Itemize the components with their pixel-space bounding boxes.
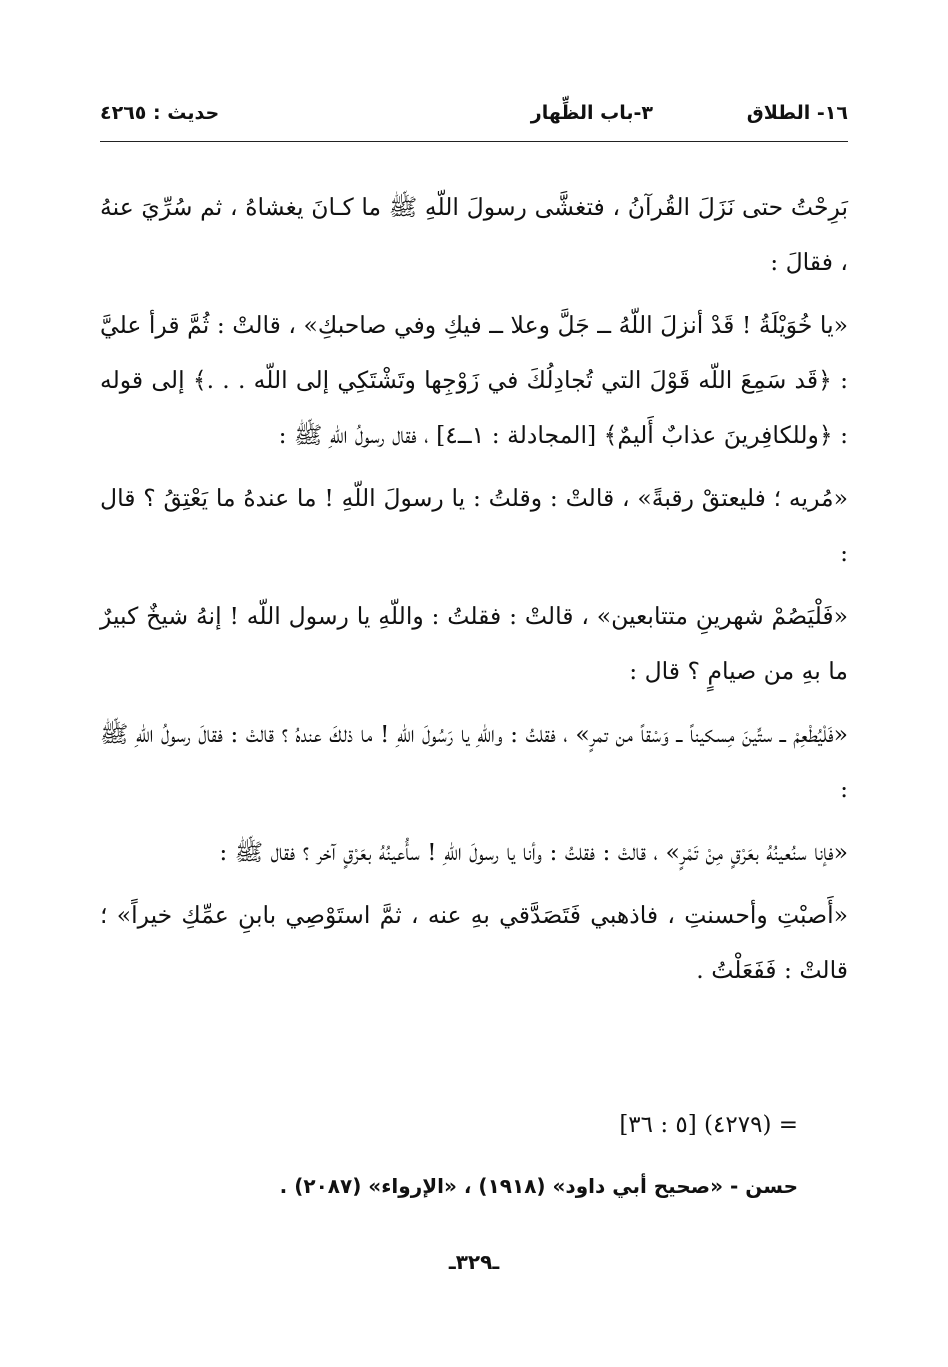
cross-reference: = (٤٢٧٩) [٥ : ٣٦] — [619, 1112, 798, 1138]
paragraph: «فإنا سنُعينُهُ بعَرْقٍ مِنْ تَمْرٍ» ، قالتْ : فقلتُ : وأنا يا رسولَ اللّهِ ! سأُعينُهُ بعَرْقٍ آخر ؟ فقال ﷺ : — [219, 838, 848, 866]
page-number: ـ٣٢٩ـ — [448, 1250, 500, 1274]
book-title: ١٦- الطلاق — [746, 102, 848, 124]
paragraph: «فَلْيُطْعِمْ ــ ستِّينَ مِسكيناً ــ وَسْقاً من تمرٍ» ، فقلتُ : واللّهِ يا رَسُولَ اللّهِ ! ما ذلكَ عندهُ ؟ قالتْ : فقالَ رسولُ اللّهِ ﷺ : — [100, 720, 848, 803]
paragraph: «يا خُوَيْلَةُ ! قَدْ أنزلَ اللّهُ ــ جَلَّ وعلا ــ فيكِ وفي صاحبكِ» ، قالتْ : ثُمَّ قرأ عليَّ : ﴿قَد سَمِعَ اللّه قَوْلَ التي تُجادِلُكَ في زَوْجِها وتَشْتَكِي إلى اللّه . . .﴾ إلى قوله : ﴿وللكافِرينَ عذابٌ أَليمٌ﴾ [المجادلة : ١ــ٤] ، فقال رسولُ اللّهِ ﷺ : — [100, 311, 848, 449]
paragraph: بَرِحْتُ حتى نَزَلَ القُرآنُ ، فتغشَّى رسولَ اللّهِ ﷺ ما كـانَ يغشاهُ ، ثم سُرِّيَ عنهُ ، فقالَ : — [100, 193, 848, 276]
paragraph: «أَصبْتِ وأحسنتِ ، فاذهبي فَتَصَدَّقي بهِ عنه ، ثمَّ استَوْصِي بابنِ عمِّكِ خيراً» ؛ قالتْ : فَفَعَلْتُ . — [100, 901, 848, 984]
header-divider — [100, 141, 848, 142]
hadith-grade: حسن - «صحيح أبي داود» (١٩١٨) ، «الإرواء» (٢٠٨٧) . — [279, 1174, 798, 1198]
paragraph: «مُريه ؛ فليعتقْ رقبةً» ، قالتْ : وقلتُ : يا رسولَ اللّهِ ! ما عندهُ ما يَعْتِقُ ؟ قال : — [100, 484, 848, 567]
hadith-number: حديث : ٤٢٦٥ — [100, 102, 220, 124]
running-header — [100, 96, 848, 136]
paragraph: «فَلْيَصُمْ شهرينِ متتابعين» ، قالتْ : فقلتُ : واللّهِ يا رسول اللّه ! إنهُ شيخٌ كبيرٌ ما بهِ من صيامٍ ؟ قال : — [100, 602, 848, 685]
chapter-title: ٣-باب الظِّهار — [530, 102, 653, 124]
hadith-text — [100, 180, 848, 998]
